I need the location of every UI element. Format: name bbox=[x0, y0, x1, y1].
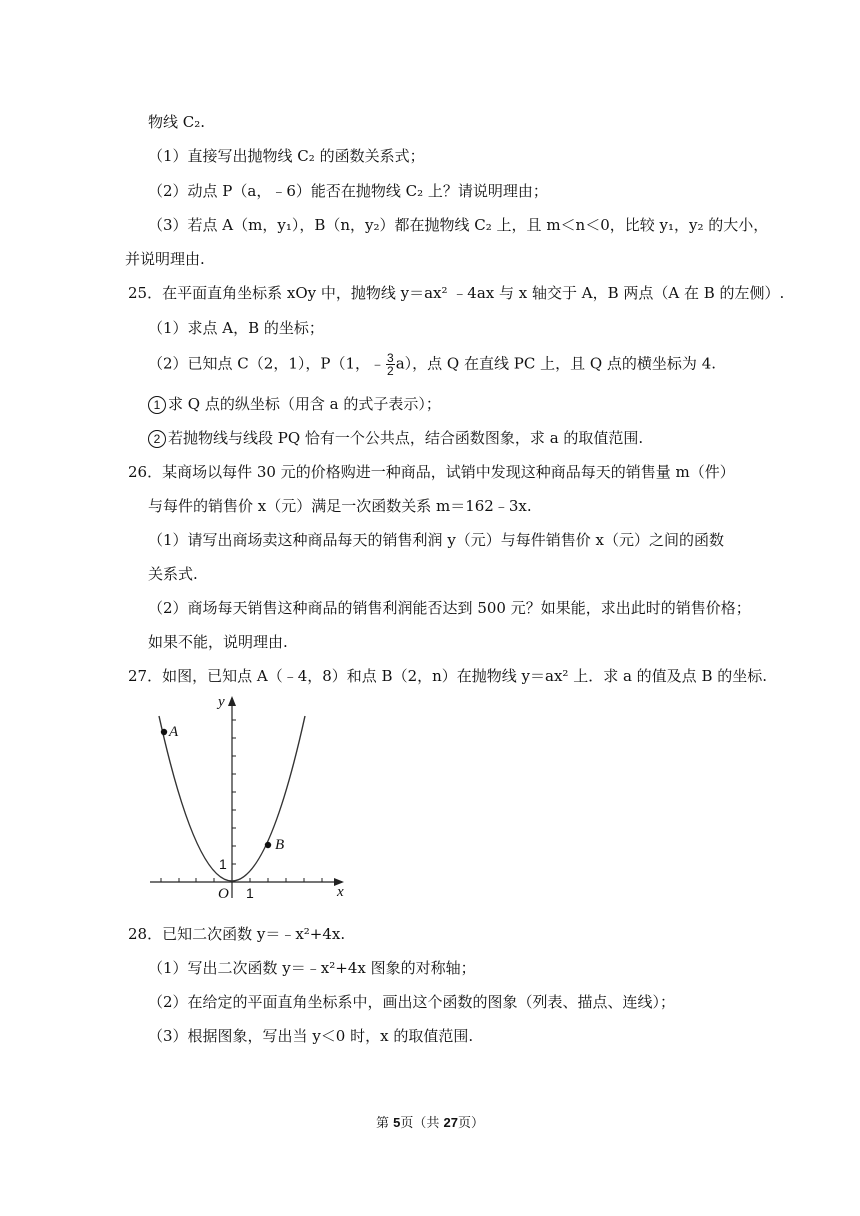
footer-pre: 第 bbox=[376, 1116, 394, 1131]
point-a-marker bbox=[161, 729, 167, 735]
q25-part2 bbox=[148, 352, 716, 377]
q26-stem: 26．某商场以每件 30 元的价格购进一种商品，试销中发现这种商品每天的销售量 m（件） bbox=[128, 463, 735, 481]
point-b-marker bbox=[265, 842, 271, 848]
point-b-label: B bbox=[275, 837, 285, 853]
footer-mid: 页（共 bbox=[400, 1116, 444, 1131]
fraction-numerator: 3 bbox=[387, 351, 394, 365]
q25-sub2-text: 若抛物线与线段 PQ 恰有一个公共点，结合函数图象，求 a 的取值范围. bbox=[168, 429, 644, 447]
y-axis-label: y bbox=[218, 694, 225, 710]
q27-stem: 27．如图，已知点 A（﹣4，8）和点 B（2，n）在抛物线 y＝ax² 上．求 a 的值及点 B 的坐标. bbox=[128, 667, 768, 685]
q28-stem: 28．已知二次函数 y＝﹣x²+4x. bbox=[128, 925, 346, 943]
q26-stem-cont: 与每件的销售价 x（元）满足一次函数关系 m＝162﹣3x. bbox=[148, 497, 532, 515]
q26-part2: （2）商场每天销售这种商品的销售利润能否达到 500 元？如果能，求出此时的销售价格； bbox=[148, 599, 751, 617]
line-4: （3）若点 A（m，y₁），B（n，y₂）都在抛物线 C₂ 上，且 m＜n＜0，比较 y₁，y₂ 的大小， bbox=[148, 216, 769, 234]
origin-label: O bbox=[218, 886, 229, 900]
q28-part2: （2）在给定的平面直角坐标系中，画出这个函数的图象（列表、描点、连线）； bbox=[148, 993, 676, 1011]
q25-part2-text-a: （2）已知点 C（2，1），P（1，﹣ bbox=[148, 354, 386, 373]
fraction-three-halves bbox=[386, 352, 395, 377]
line-2: （1）直接写出抛物线 C₂ 的函数关系式； bbox=[148, 147, 425, 165]
line-3: （2）动点 P（a，﹣6）能否在抛物线 C₂ 上？请说明理由； bbox=[148, 182, 548, 200]
line-1: 物线 C₂. bbox=[148, 113, 206, 131]
q25-sub2 bbox=[148, 428, 643, 448]
y-unit-label: 1 bbox=[219, 856, 227, 872]
q28-part3: （3）根据图象，写出当 y＜0 时，x 的取值范围. bbox=[148, 1027, 474, 1045]
point-a-label: A bbox=[169, 724, 179, 740]
q26-part1-cont: 关系式. bbox=[148, 565, 198, 583]
footer-post: 页） bbox=[457, 1116, 484, 1131]
q25-sub1-text: 求 Q 点的纵坐标（用含 a 的式子表示）； bbox=[168, 395, 441, 413]
q25-part1: （1）求点 A，B 的坐标； bbox=[148, 319, 324, 337]
q26-part2-cont: 如果不能，说明理由. bbox=[148, 633, 288, 651]
y-axis-ticks bbox=[232, 720, 236, 864]
page-footer bbox=[0, 1112, 860, 1131]
q25-part2-text-b: a），点 Q 在直线 PC 上，且 Q 点的横坐标为 4. bbox=[395, 354, 717, 373]
fraction-denominator: 2 bbox=[387, 364, 394, 378]
footer-page-number: 5 bbox=[393, 1115, 401, 1130]
y-axis-arrow bbox=[228, 696, 236, 706]
q26-part1: （1）请写出商场卖这种商品每天的销售利润 y（元）与每件销售价 x（元）之间的函数 bbox=[148, 531, 725, 549]
parabola-figure bbox=[148, 688, 358, 900]
circled-number-1: 1 bbox=[148, 396, 166, 414]
x-axis-label: x bbox=[337, 884, 344, 900]
q28-part1: （1）写出二次函数 y＝﹣x²+4x 图象的对称轴； bbox=[148, 959, 476, 977]
x-unit-label: 1 bbox=[246, 885, 254, 900]
line-5: 并说明理由. bbox=[125, 250, 205, 268]
circled-number-2: 2 bbox=[148, 430, 166, 448]
footer-total-pages: 27 bbox=[443, 1115, 458, 1130]
q25-sub1 bbox=[148, 394, 441, 414]
q25-stem: 25．在平面直角坐标系 xOy 中，抛物线 y＝ax² ﹣4ax 与 x 轴交于 A，B 两点（A 在 B 的左侧）. bbox=[128, 284, 785, 302]
